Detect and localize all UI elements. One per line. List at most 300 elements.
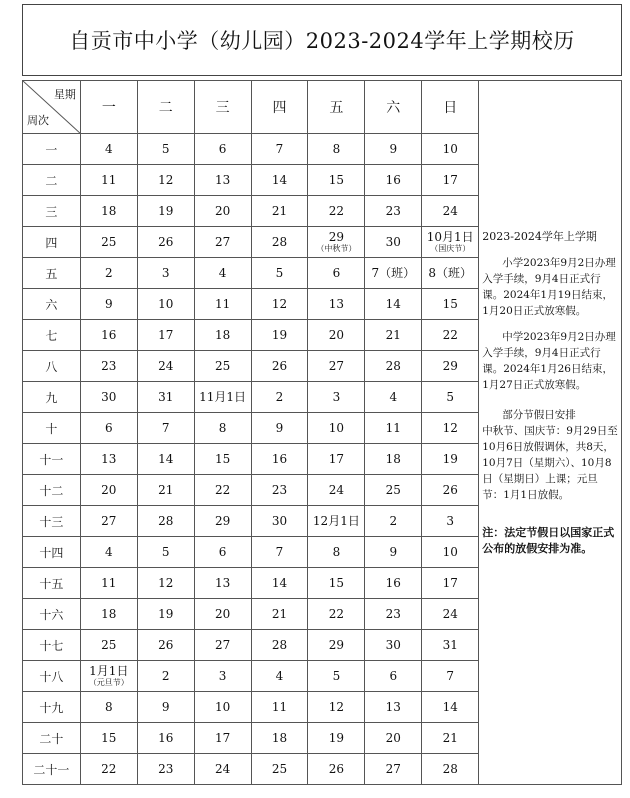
day-date: 15 bbox=[328, 575, 345, 590]
day-cell bbox=[422, 258, 479, 289]
day-date: 8 bbox=[105, 699, 113, 714]
day-date: 29 bbox=[328, 230, 345, 244]
day-date: 28 bbox=[442, 761, 458, 776]
day-date: 1月1日 bbox=[89, 664, 129, 678]
holiday-label: （元旦节） bbox=[88, 678, 129, 687]
corner-cell bbox=[23, 81, 81, 134]
day-cell bbox=[365, 630, 422, 661]
holiday-title: 部分节假日安排 bbox=[502, 409, 576, 421]
day-cell bbox=[308, 227, 365, 258]
day-cell bbox=[308, 165, 365, 196]
day-cell bbox=[251, 165, 308, 196]
day-cell bbox=[194, 382, 251, 413]
day-cell bbox=[365, 134, 422, 165]
day-date: 31 bbox=[158, 389, 174, 404]
day-cell bbox=[365, 382, 422, 413]
day-cell bbox=[80, 289, 137, 320]
day-date: 5 bbox=[161, 544, 170, 559]
week-number: 九 bbox=[23, 382, 81, 413]
day-date: 20 bbox=[385, 730, 401, 745]
day-date: 8 bbox=[218, 420, 227, 435]
day-cell bbox=[365, 568, 422, 599]
day-date: 11 bbox=[385, 420, 401, 435]
day-cell bbox=[308, 475, 365, 506]
week-number: 三 bbox=[23, 196, 81, 227]
day-cell bbox=[80, 537, 137, 568]
day-cell bbox=[365, 692, 422, 723]
day-cell bbox=[422, 475, 479, 506]
day-date: 3 bbox=[332, 389, 341, 404]
day-date: 8 bbox=[332, 141, 341, 156]
day-date: 21 bbox=[158, 482, 174, 497]
day-cell bbox=[251, 444, 308, 475]
week-number: 二十 bbox=[23, 723, 81, 754]
day-cell bbox=[194, 692, 251, 723]
day-date: 9 bbox=[161, 699, 170, 714]
day-date: 27 bbox=[101, 513, 117, 528]
day-cell bbox=[308, 134, 365, 165]
day-cell bbox=[137, 227, 194, 258]
day-cell bbox=[137, 692, 194, 723]
day-cell bbox=[251, 475, 308, 506]
day-cell bbox=[365, 537, 422, 568]
weekday-header: 五 bbox=[308, 81, 365, 134]
day-cell bbox=[308, 444, 365, 475]
corner-weekday-label: 星期 bbox=[53, 88, 76, 101]
day-cell bbox=[422, 289, 479, 320]
day-date: 29 bbox=[214, 513, 231, 528]
day-date: 26 bbox=[158, 234, 174, 249]
school-calendar-table bbox=[22, 80, 622, 785]
day-date: 4 bbox=[389, 389, 398, 404]
day-cell bbox=[137, 320, 194, 351]
day-date: 9 bbox=[389, 544, 398, 559]
day-cell bbox=[80, 630, 137, 661]
day-cell bbox=[80, 692, 137, 723]
calendar-frame bbox=[22, 4, 622, 794]
day-date: 22 bbox=[442, 327, 458, 342]
day-cell bbox=[251, 723, 308, 754]
day-date: 9 bbox=[275, 420, 284, 435]
day-date: 14 bbox=[271, 575, 288, 590]
day-cell bbox=[194, 165, 251, 196]
day-cell bbox=[194, 227, 251, 258]
day-date: 8 bbox=[332, 544, 341, 559]
day-cell bbox=[80, 599, 137, 630]
day-date: 20 bbox=[214, 203, 231, 218]
day-cell bbox=[365, 444, 422, 475]
day-date: 10 bbox=[442, 544, 458, 559]
day-cell bbox=[137, 444, 194, 475]
day-date: 22 bbox=[328, 606, 345, 621]
day-date: 12 bbox=[442, 420, 458, 435]
day-date: 26 bbox=[158, 637, 174, 652]
day-cell bbox=[137, 413, 194, 444]
day-date: 11月1日 bbox=[199, 389, 247, 404]
legal-holiday-note: 注：法定节假日以国家正式公布的放假安排为准。 bbox=[482, 526, 615, 555]
day-cell bbox=[251, 506, 308, 537]
day-date: 23 bbox=[101, 358, 117, 373]
day-date: 3 bbox=[218, 668, 227, 683]
day-cell bbox=[365, 661, 422, 692]
day-date: 17 bbox=[442, 172, 458, 187]
day-date: 21 bbox=[271, 203, 288, 218]
day-cell bbox=[194, 134, 251, 165]
day-cell bbox=[251, 599, 308, 630]
day-date: 15 bbox=[328, 172, 345, 187]
day-cell bbox=[137, 723, 194, 754]
day-date: 7 bbox=[275, 141, 284, 156]
day-cell bbox=[80, 382, 137, 413]
day-cell bbox=[251, 413, 308, 444]
day-date: 16 bbox=[101, 327, 117, 342]
day-cell bbox=[365, 599, 422, 630]
day-date: 24 bbox=[442, 606, 458, 621]
day-date: 13 bbox=[385, 699, 401, 714]
day-cell bbox=[80, 506, 137, 537]
day-cell bbox=[194, 289, 251, 320]
day-date: 2 bbox=[105, 265, 113, 280]
day-date: 2 bbox=[389, 513, 398, 528]
day-date: 6 bbox=[218, 141, 227, 156]
notes-cell bbox=[479, 81, 622, 785]
day-date: 21 bbox=[442, 730, 458, 745]
day-date: 3 bbox=[161, 265, 170, 280]
week-number: 十三 bbox=[23, 506, 81, 537]
day-date: 18 bbox=[385, 451, 401, 466]
day-cell bbox=[308, 692, 365, 723]
day-cell bbox=[80, 134, 137, 165]
day-cell bbox=[251, 320, 308, 351]
day-cell bbox=[80, 351, 137, 382]
week-number: 十四 bbox=[23, 537, 81, 568]
weekday-header: 三 bbox=[194, 81, 251, 134]
day-date: 17 bbox=[328, 451, 345, 466]
middle-school-note: 中学2023年9月2日办理入学手续，9月4日正式行课。2024年1月26日结束，1月27日正式放寒假。 bbox=[482, 331, 616, 391]
day-cell bbox=[422, 320, 479, 351]
day-date: 25 bbox=[271, 761, 288, 776]
day-cell bbox=[80, 258, 137, 289]
day-date: 26 bbox=[328, 761, 345, 776]
day-date: 16 bbox=[385, 172, 401, 187]
day-cell bbox=[194, 475, 251, 506]
day-date: 26 bbox=[271, 358, 288, 373]
day-date: 15 bbox=[442, 296, 458, 311]
day-date: 18 bbox=[101, 203, 117, 218]
day-cell bbox=[308, 506, 365, 537]
day-date: 25 bbox=[101, 234, 117, 249]
day-cell bbox=[251, 227, 308, 258]
day-date: 20 bbox=[214, 606, 231, 621]
day-date: 16 bbox=[158, 730, 174, 745]
day-cell bbox=[194, 661, 251, 692]
day-date: 28 bbox=[385, 358, 401, 373]
day-cell bbox=[137, 599, 194, 630]
day-cell bbox=[194, 196, 251, 227]
weekday-header: 二 bbox=[137, 81, 194, 134]
day-cell bbox=[422, 413, 479, 444]
day-date: 18 bbox=[214, 327, 231, 342]
day-date: 12 bbox=[328, 699, 345, 714]
day-date: 29 bbox=[442, 358, 458, 373]
day-date: 13 bbox=[214, 172, 231, 187]
holiday-arrangement: 中秋节、国庆节：9月29日至10月6日放假调休，共8天，10月7日（星期六）、10月8日（星期日）上课；元旦节：1月1日放假。 bbox=[482, 425, 618, 501]
day-cell bbox=[80, 444, 137, 475]
day-date: 7 bbox=[275, 544, 284, 559]
day-date: 15 bbox=[101, 730, 117, 745]
day-cell bbox=[137, 134, 194, 165]
day-date: 19 bbox=[442, 451, 458, 466]
day-cell bbox=[422, 723, 479, 754]
day-cell bbox=[80, 475, 137, 506]
day-cell bbox=[422, 444, 479, 475]
day-cell bbox=[308, 754, 365, 785]
day-date: 23 bbox=[271, 482, 288, 497]
week-number: 六 bbox=[23, 289, 81, 320]
day-date: 11 bbox=[271, 699, 288, 714]
day-cell bbox=[422, 506, 479, 537]
day-date: 14 bbox=[385, 296, 401, 311]
day-cell bbox=[308, 289, 365, 320]
day-cell bbox=[80, 568, 137, 599]
day-cell bbox=[308, 413, 365, 444]
day-date: 30 bbox=[385, 234, 401, 249]
day-cell bbox=[422, 568, 479, 599]
day-date: 14 bbox=[271, 172, 288, 187]
day-cell bbox=[194, 754, 251, 785]
week-number: 十七 bbox=[23, 630, 81, 661]
day-date: 27 bbox=[214, 234, 231, 249]
week-number: 七 bbox=[23, 320, 81, 351]
day-cell bbox=[137, 630, 194, 661]
day-date: 18 bbox=[101, 606, 117, 621]
notes-title: 2023-2024学年上学期 bbox=[482, 230, 597, 243]
day-cell bbox=[365, 320, 422, 351]
day-cell bbox=[365, 289, 422, 320]
day-cell bbox=[422, 599, 479, 630]
day-cell bbox=[194, 723, 251, 754]
day-date: 13 bbox=[214, 575, 231, 590]
day-date: 8（班） bbox=[428, 265, 473, 280]
day-cell bbox=[308, 599, 365, 630]
day-date: 9 bbox=[389, 141, 398, 156]
day-cell bbox=[194, 630, 251, 661]
day-date: 29 bbox=[328, 637, 345, 652]
holiday-label: （中秋节） bbox=[316, 244, 357, 253]
week-number: 二十一 bbox=[23, 754, 81, 785]
day-cell bbox=[422, 754, 479, 785]
day-date: 13 bbox=[328, 296, 345, 311]
day-date: 24 bbox=[442, 203, 458, 218]
day-date: 19 bbox=[271, 327, 288, 342]
day-date: 22 bbox=[101, 761, 117, 776]
day-cell bbox=[422, 537, 479, 568]
day-cell bbox=[251, 258, 308, 289]
day-date: 14 bbox=[158, 451, 174, 466]
day-date: 11 bbox=[101, 172, 117, 187]
day-cell bbox=[422, 661, 479, 692]
header-row bbox=[23, 81, 622, 134]
day-cell bbox=[137, 506, 194, 537]
day-cell bbox=[80, 320, 137, 351]
day-date: 12 bbox=[158, 575, 174, 590]
day-date: 24 bbox=[328, 482, 345, 497]
day-date: 3 bbox=[446, 513, 455, 528]
day-cell bbox=[80, 227, 137, 258]
day-cell bbox=[308, 568, 365, 599]
day-cell bbox=[422, 227, 479, 258]
day-date: 2 bbox=[275, 389, 284, 404]
day-date: 6 bbox=[332, 265, 341, 280]
day-date: 20 bbox=[101, 482, 117, 497]
day-cell bbox=[194, 351, 251, 382]
day-date: 30 bbox=[101, 389, 117, 404]
day-cell bbox=[80, 661, 137, 692]
day-date: 10 bbox=[158, 296, 174, 311]
day-cell bbox=[80, 165, 137, 196]
day-cell bbox=[308, 351, 365, 382]
day-date: 4 bbox=[275, 668, 284, 683]
week-number: 十八 bbox=[23, 661, 81, 692]
day-date: 28 bbox=[271, 637, 288, 652]
day-cell bbox=[365, 165, 422, 196]
weekday-header: 一 bbox=[80, 81, 137, 134]
day-date: 27 bbox=[328, 358, 345, 373]
day-date: 19 bbox=[328, 730, 345, 745]
day-cell bbox=[80, 754, 137, 785]
day-cell bbox=[365, 351, 422, 382]
day-date: 23 bbox=[385, 606, 401, 621]
day-cell bbox=[422, 692, 479, 723]
week-number: 十二 bbox=[23, 475, 81, 506]
day-cell bbox=[308, 630, 365, 661]
day-cell bbox=[308, 320, 365, 351]
day-cell bbox=[194, 444, 251, 475]
day-cell bbox=[308, 537, 365, 568]
day-date: 21 bbox=[385, 327, 401, 342]
day-date: 15 bbox=[214, 451, 231, 466]
day-date: 25 bbox=[101, 637, 117, 652]
day-date: 6 bbox=[218, 544, 227, 559]
day-date: 12月1日 bbox=[312, 513, 360, 528]
day-date: 5 bbox=[332, 668, 341, 683]
week-number: 十五 bbox=[23, 568, 81, 599]
day-cell bbox=[137, 196, 194, 227]
day-cell bbox=[251, 692, 308, 723]
day-cell bbox=[194, 413, 251, 444]
day-cell bbox=[251, 196, 308, 227]
day-cell bbox=[365, 723, 422, 754]
day-cell bbox=[80, 723, 137, 754]
day-cell bbox=[137, 382, 194, 413]
day-date: 17 bbox=[214, 730, 231, 745]
day-date: 24 bbox=[214, 761, 231, 776]
day-date: 22 bbox=[214, 482, 231, 497]
day-date: 31 bbox=[442, 637, 458, 652]
day-date: 5 bbox=[161, 141, 170, 156]
day-cell bbox=[365, 754, 422, 785]
day-date: 21 bbox=[271, 606, 288, 621]
day-cell bbox=[251, 382, 308, 413]
day-cell bbox=[251, 537, 308, 568]
weekday-header: 六 bbox=[365, 81, 422, 134]
day-date: 17 bbox=[158, 327, 174, 342]
day-cell bbox=[251, 754, 308, 785]
day-cell bbox=[137, 475, 194, 506]
day-date: 28 bbox=[158, 513, 174, 528]
day-cell bbox=[422, 630, 479, 661]
day-cell bbox=[365, 506, 422, 537]
day-cell bbox=[422, 351, 479, 382]
day-cell bbox=[308, 723, 365, 754]
week-number: 十 bbox=[23, 413, 81, 444]
day-date: 23 bbox=[385, 203, 401, 218]
day-date: 12 bbox=[158, 172, 174, 187]
day-cell bbox=[137, 165, 194, 196]
day-date: 4 bbox=[105, 141, 113, 156]
day-date: 17 bbox=[442, 575, 458, 590]
day-cell bbox=[365, 475, 422, 506]
day-date: 4 bbox=[218, 265, 227, 280]
day-date: 30 bbox=[271, 513, 288, 528]
day-date: 2 bbox=[161, 668, 170, 683]
week-number: 五 bbox=[23, 258, 81, 289]
day-date: 22 bbox=[328, 203, 345, 218]
day-cell bbox=[308, 258, 365, 289]
day-date: 30 bbox=[385, 637, 401, 652]
week-number: 一 bbox=[23, 134, 81, 165]
day-cell bbox=[251, 568, 308, 599]
day-date: 6 bbox=[105, 420, 113, 435]
day-cell bbox=[80, 413, 137, 444]
day-cell bbox=[194, 506, 251, 537]
day-date: 14 bbox=[442, 699, 458, 714]
day-date: 16 bbox=[271, 451, 288, 466]
day-cell bbox=[137, 351, 194, 382]
primary-school-note: 小学2023年9月2日办理入学手续，9月4日正式行课。2024年1月19日结束，1月20日正式放寒假。 bbox=[482, 257, 616, 317]
day-date: 28 bbox=[271, 234, 288, 249]
weekday-header: 日 bbox=[422, 81, 479, 134]
corner-week-label: 周次 bbox=[27, 114, 49, 127]
day-date: 4 bbox=[105, 544, 113, 559]
day-cell bbox=[422, 165, 479, 196]
day-cell bbox=[308, 196, 365, 227]
day-date: 7 bbox=[446, 668, 455, 683]
day-date: 10 bbox=[214, 699, 231, 714]
day-cell bbox=[137, 537, 194, 568]
day-date: 10 bbox=[442, 141, 458, 156]
day-cell bbox=[251, 661, 308, 692]
day-date: 11 bbox=[101, 575, 117, 590]
day-cell bbox=[137, 568, 194, 599]
day-cell bbox=[137, 289, 194, 320]
day-date: 7（班） bbox=[371, 265, 416, 280]
day-date: 11 bbox=[214, 296, 231, 311]
week-number: 八 bbox=[23, 351, 81, 382]
day-cell bbox=[365, 258, 422, 289]
day-date: 13 bbox=[101, 451, 117, 466]
day-cell bbox=[365, 227, 422, 258]
day-date: 19 bbox=[158, 606, 174, 621]
day-date: 10 bbox=[328, 420, 345, 435]
day-date: 27 bbox=[214, 637, 231, 652]
day-cell bbox=[194, 568, 251, 599]
day-cell bbox=[251, 289, 308, 320]
day-cell bbox=[137, 661, 194, 692]
page-title: 自贡市中小学（幼儿园）2023-2024学年上学期校历 bbox=[22, 4, 622, 76]
day-cell bbox=[365, 196, 422, 227]
week-number: 四 bbox=[23, 227, 81, 258]
